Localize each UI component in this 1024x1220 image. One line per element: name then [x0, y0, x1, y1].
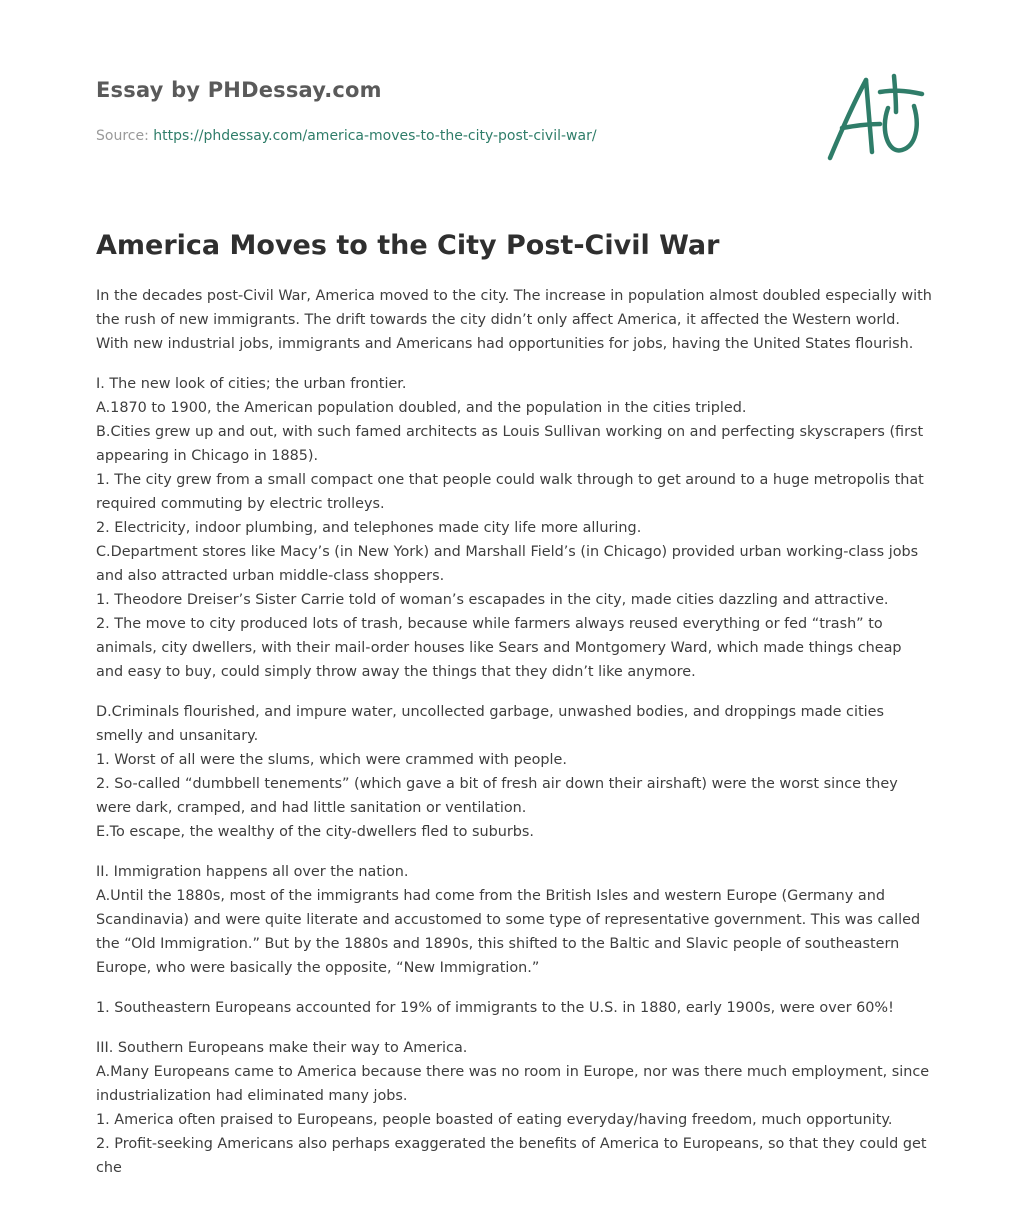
essay-line: A.Many Europeans came to America because there was no room in Europe, nor was there much employment, since industrialization had eliminated many jobs.: [96, 1064, 930, 1104]
page-header: [96, 76, 796, 146]
essay-line: I. The new look of cities; the urban frontier.: [96, 376, 407, 392]
source-label: Source:: [96, 128, 154, 144]
essay-line: 2. Electricity, indoor plumbing, and telephones made city life more alluring.: [96, 520, 642, 536]
essay-line: 1. Worst of all were the slums, which were crammed with people.: [96, 752, 567, 768]
essay-paragraph: [96, 996, 932, 1020]
essay-line: A.Until the 1880s, most of the immigrants had come from the British Isles and western Europe (Germany and Scandinavia) and were quite literate and accustomed to some type of representative government. This was called the “Old Immigration.” But by the 1880s and 1890s, this shifted to the Baltic and Slavic people of southeastern Europe, who were basically the opposite, “New Immigration.”: [96, 888, 921, 976]
essay-body: [96, 284, 932, 1196]
essay-line: B.Cities grew up and out, with such famed architects as Louis Sullivan working on and perfecting skyscrapers (first appearing in Chicago in 1885).: [96, 424, 924, 464]
source-line: [96, 126, 796, 146]
essay-line: D.Criminals flourished, and impure water, uncollected garbage, unwashed bodies, and droppings made cities smelly and unsanitary.: [96, 704, 884, 744]
essay-line: 1. The city grew from a small compact one that people could walk through to get around to a huge metropolis that required commuting by electric trolleys.: [96, 472, 924, 512]
essay-line: 1. America often praised to Europeans, people boasted of eating everyday/having freedom, much opportunity.: [96, 1112, 893, 1128]
essay-paragraph: [96, 372, 932, 684]
essay-paragraph: [96, 284, 932, 356]
page-title: America Moves to the City Post-Civil War: [96, 230, 720, 261]
essay-line: E.To escape, the wealthy of the city-dwellers fled to suburbs.: [96, 824, 534, 840]
essay-paragraph: [96, 700, 932, 844]
essay-line: In the decades post-Civil War, America moved to the city. The increase in population almost doubled especially with the rush of new immigrants. The drift towards the city didn’t only affect America, it affected the Western world. With new industrial jobs, immigrants and Americans had opportunities for jobs, having the United States flourish.: [96, 288, 932, 352]
brand-name: Essay by PHDessay.com: [96, 78, 382, 102]
essay-line: 2. Profit-seeking Americans also perhaps exaggerated the benefits of America to Europeans, so that they could get che: [96, 1136, 927, 1176]
essay-line: 1. Southeastern Europeans accounted for 19% of immigrants to the U.S. in 1880, early 1900s, were over 60%!: [96, 1000, 894, 1016]
essay-paragraph: [96, 1036, 932, 1180]
essay-line: II. Immigration happens all over the nation.: [96, 864, 409, 880]
essay-line: 1. Theodore Dreiser’s Sister Carrie told of woman’s escapades in the city, made cities dazzling and attractive.: [96, 592, 889, 608]
essay-line: 2. So-called “dumbbell tenements” (which gave a bit of fresh air down their airshaft) were the worst since they were dark, cramped, and had little sanitation or ventilation.: [96, 776, 898, 816]
essay-line: 2. The move to city produced lots of trash, because while farmers always reused everything or fed “trash” to animals, city dwellers, with their mail-order houses like Sears and Montgomery Ward, which made things cheap and easy to buy, could simply throw away the things that they didn’t like anymore.: [96, 616, 902, 680]
source-link[interactable]: https://phdessay.com/america-moves-to-the-city-post-civil-war/: [153, 128, 597, 144]
a-plus-grade-icon: [822, 68, 932, 166]
essay-line: C.Department stores like Macy’s (in New York) and Marshall Field’s (in Chicago) provided urban working-class jobs and also attracted urban middle-class shoppers.: [96, 544, 919, 584]
essay-line: A.1870 to 1900, the American population doubled, and the population in the cities tripled.: [96, 400, 747, 416]
essay-line: III. Southern Europeans make their way to America.: [96, 1040, 468, 1056]
essay-paragraph: [96, 860, 932, 980]
